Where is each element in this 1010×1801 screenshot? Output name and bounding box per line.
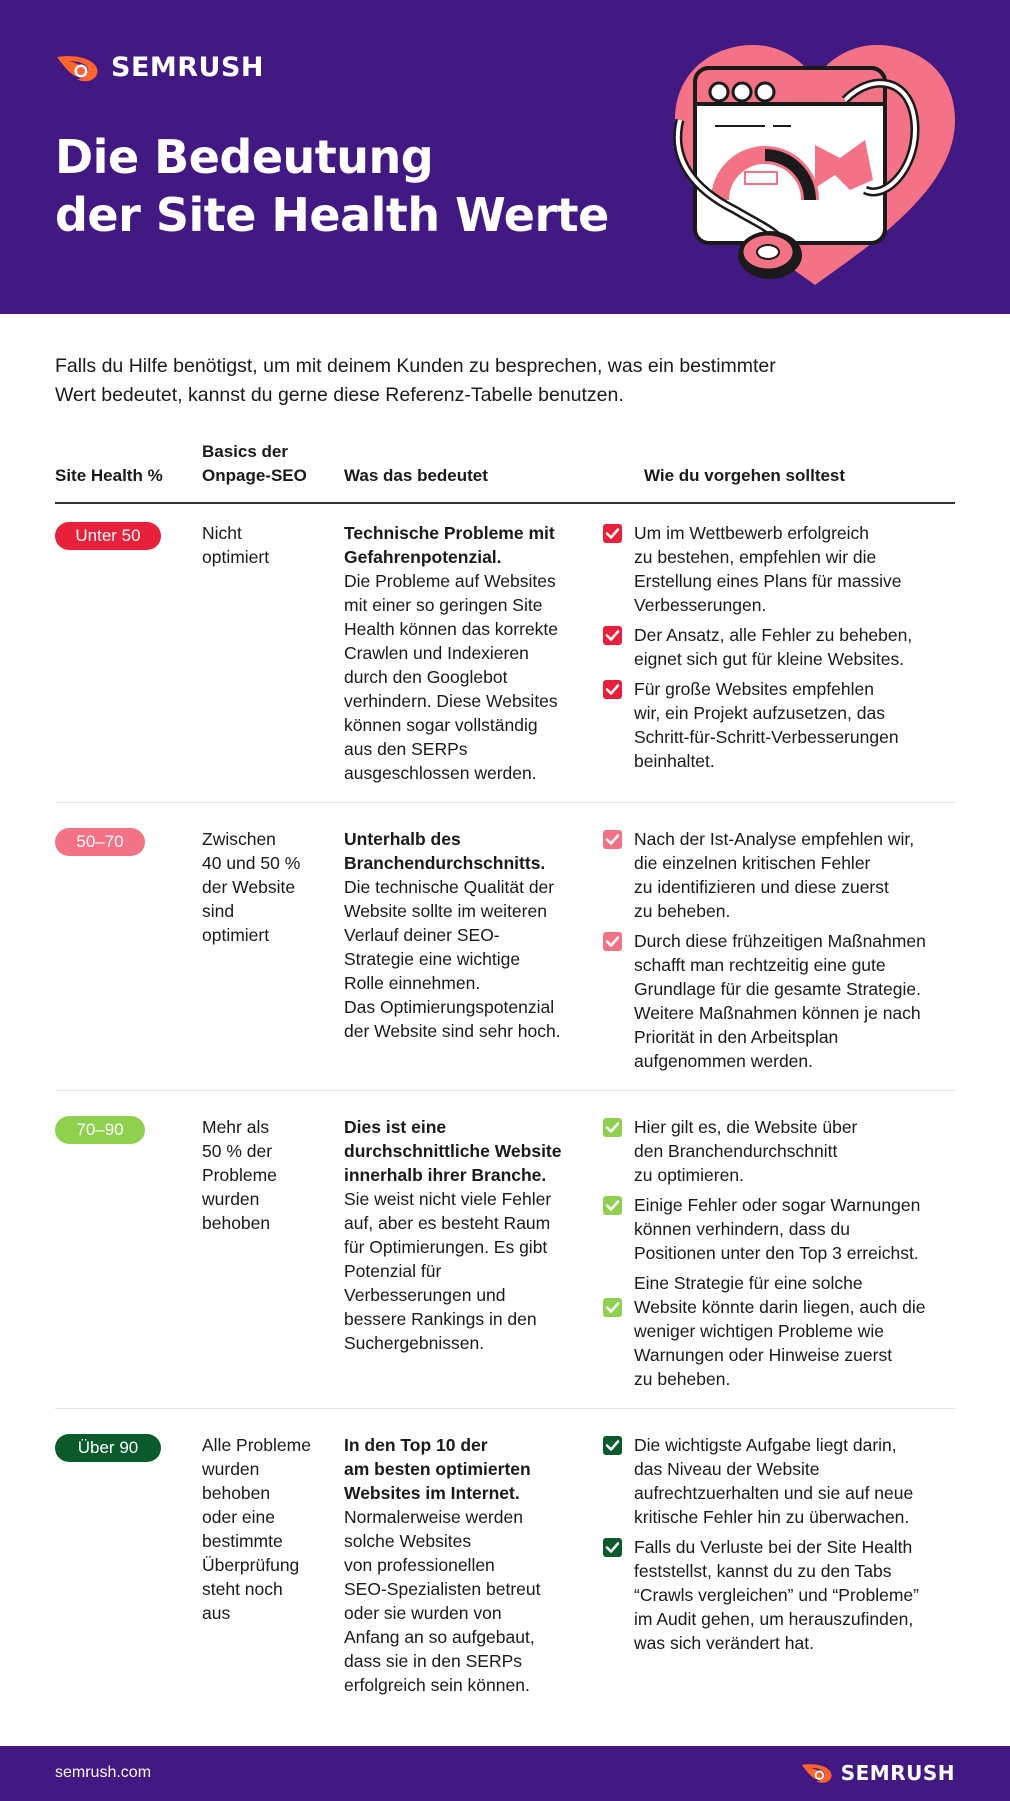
checkbox-icon <box>603 626 622 645</box>
bullet-line: zu identifizieren und diese zuerst <box>634 877 889 897</box>
meaning-line: SEO-Spezialisten betreut <box>344 1579 541 1599</box>
meaning-line: von professionellen <box>344 1555 495 1575</box>
meaning-line: erfolgreich sein können. <box>344 1675 530 1695</box>
meaning-line: auf, aber es besteht Raum <box>344 1213 551 1233</box>
bullet-line: wir, ein Projekt aufzusetzen, das <box>634 703 885 723</box>
basics-line: 50 % der <box>202 1141 273 1161</box>
header-meaning: Was das bedeutet <box>344 466 488 485</box>
basics-line: Mehr als <box>202 1117 270 1137</box>
bullet-text <box>634 1193 920 1265</box>
meaning-line: dass sie in den SERPs <box>344 1651 523 1671</box>
bullet-line: Falls du Verluste bei der Site Health <box>634 1537 913 1557</box>
bullet-line: Um im Wettbewerb erfolgreich <box>634 523 870 543</box>
meaning-line: bessere Rankings in den <box>344 1309 537 1329</box>
footer-brand-name: SEMRUSH <box>840 1761 955 1785</box>
intro-line-1: Falls du Hilfe benötigst, um mit deinem Kunden zu besprechen, was ein bestimmter <box>55 355 776 377</box>
bullet-line: Der Ansatz, alle Fehler zu beheben, <box>634 625 913 645</box>
bullet-text <box>634 521 901 617</box>
bullet-line: Durch diese frühzeitigen Maßnahmen <box>634 931 926 951</box>
bullet-line: zu beheben. <box>634 1369 731 1389</box>
meaning-line: Potenzial für <box>344 1261 442 1281</box>
bullet-line: zu beheben. <box>634 901 731 921</box>
basics-line: sind <box>202 901 235 921</box>
basics-line: wurden <box>202 1189 260 1209</box>
meaning-line: Sie weist nicht viele Fehler <box>344 1189 552 1209</box>
basics-line: steht noch <box>202 1579 283 1599</box>
bullet-line: Einige Fehler oder sogar Warnungen <box>634 1195 921 1215</box>
bullet-line: können verhindern, dass du <box>634 1219 850 1239</box>
bullet-line: weniger wichtigen Probleme wie <box>634 1321 884 1341</box>
bullet-text <box>634 1271 926 1391</box>
header-banner <box>0 0 1010 314</box>
bullet-line: Hier gilt es, die Website über <box>634 1117 858 1137</box>
meaning-line: Die technische Qualität der <box>344 877 555 897</box>
bullet-line: aufrechtzuerhalten und sie auf neue <box>634 1483 914 1503</box>
checkbox-icon <box>603 830 622 849</box>
meaning-line: Normalerweise werden <box>344 1507 523 1527</box>
header-divider <box>55 502 955 504</box>
basics-line: oder eine <box>202 1507 275 1527</box>
meaning-line: durch den Googlebot <box>344 667 508 687</box>
checkbox-icon <box>603 932 622 951</box>
status-badge: Unter 50 <box>55 522 161 550</box>
header-site-health: Site Health % <box>55 466 163 485</box>
meaning-line: Health können das korrekte <box>344 619 559 639</box>
basics-line: aus <box>202 1603 231 1623</box>
row-divider <box>55 1408 955 1409</box>
bullet-line: Nach der Ist-Analyse empfehlen wir, <box>634 829 915 849</box>
basics-cell <box>202 1433 311 1625</box>
bullet-text <box>634 827 914 923</box>
bullet-line: Weitere Maßnahmen können je nach <box>634 1003 921 1023</box>
footer-logo[interactable] <box>800 1761 955 1785</box>
header-basics <box>202 440 307 488</box>
meaning-line: verhindern. Diese Websites <box>344 691 558 711</box>
title-line-1: Die Bedeutung <box>55 130 434 184</box>
meaning-line: Anfang an so aufgebaut, <box>344 1627 535 1647</box>
meaning-line: können sogar vollständig <box>344 715 538 735</box>
meaning-line: mit einer so geringen Site <box>344 595 543 615</box>
footer-link[interactable]: semrush.com <box>55 1764 152 1781</box>
brand-logo[interactable] <box>55 52 264 83</box>
meaning-line: Verlauf deiner SEO- <box>344 925 500 945</box>
meaning-line: Strategie eine wichtige <box>344 949 521 969</box>
bullet-line: Schritt-für-Schritt-Verbesserungen <box>634 727 899 747</box>
intro-line-2: Wert bedeutet, kannst du gerne diese Referenz-Tabelle benutzen. <box>55 384 624 406</box>
bullet-line: Eine Strategie für eine solche <box>634 1273 863 1293</box>
meaning-line: Das Optimierungspotenzial <box>344 997 555 1017</box>
meaning-cell <box>344 827 561 1043</box>
meaning-line: Website sollte im weiteren <box>344 901 547 921</box>
bullet-line: Website könnte darin liegen, auch die <box>634 1297 926 1317</box>
bullet-line: Warnungen oder Hinweise zuerst <box>634 1345 893 1365</box>
meaning-heading-line: Technische Probleme mit <box>344 523 555 543</box>
meaning-heading-line: Branchendurchschnitts. <box>344 853 546 873</box>
bullet-line: Verbesserungen. <box>634 595 767 615</box>
basics-line: Nicht <box>202 523 242 543</box>
meaning-line: Verbesserungen und <box>344 1285 506 1305</box>
basics-line: bestimmte <box>202 1531 283 1551</box>
checkbox-icon <box>603 1196 622 1215</box>
meaning-line: Rolle einnehmen. <box>344 973 481 993</box>
bullet-text <box>634 1433 913 1529</box>
meaning-line: ausgeschlossen werden. <box>344 763 537 783</box>
bullet-line: was sich verändert hat. <box>634 1633 814 1653</box>
bullet-line: “Crawls vergleichen” und “Probleme” <box>634 1585 919 1605</box>
basics-line: optimiert <box>202 925 270 945</box>
meaning-cell <box>344 1433 541 1697</box>
bullet-line: Priorität in den Arbeitsplan <box>634 1027 839 1047</box>
meaning-line: der Website sind sehr hoch. <box>344 1021 561 1041</box>
bullet-line: eignet sich gut für kleine Websites. <box>634 649 905 669</box>
meaning-line: Suchergebnissen. <box>344 1333 485 1353</box>
meaning-heading-line: Unterhalb des <box>344 829 461 849</box>
bullet-line: aufgenommen werden. <box>634 1051 813 1071</box>
bullet-line: Die wichtigste Aufgabe liegt darin, <box>634 1435 897 1455</box>
meaning-heading-line: Dies ist eine <box>344 1117 447 1137</box>
bullet-line: den Branchendurchschnitt <box>634 1141 838 1161</box>
heart-browser-stethoscope-icon <box>665 40 965 290</box>
checkbox-icon <box>603 1118 622 1137</box>
basics-line: Zwischen <box>202 829 276 849</box>
bullet-line: die einzelnen kritischen Fehler <box>634 853 871 873</box>
meaning-heading-line: am besten optimierten <box>344 1459 531 1479</box>
row-divider <box>55 802 955 803</box>
semrush-flame-icon <box>55 53 103 83</box>
bullet-line: kritische Fehler hin zu überwachen. <box>634 1507 910 1527</box>
meaning-heading-line: durchschnittliche Website <box>344 1141 562 1161</box>
bullet-text <box>634 929 926 1073</box>
basics-cell <box>202 521 269 569</box>
checkbox-icon <box>603 1298 622 1317</box>
basics-line: Probleme <box>202 1165 277 1185</box>
meaning-heading-line: innerhalb ihrer Branche. <box>344 1165 547 1185</box>
meaning-line: Die Probleme auf Websites <box>344 571 556 591</box>
bullet-line: im Audit gehen, um herauszufinden, <box>634 1609 914 1629</box>
basics-line: optimiert <box>202 547 270 567</box>
meaning-line: für Optimierungen. Es gibt <box>344 1237 548 1257</box>
basics-line: 40 und 50 % <box>202 853 301 873</box>
meaning-heading-line: Gefahrenpotenzial. <box>344 547 502 567</box>
status-badge: Über 90 <box>55 1434 161 1462</box>
footer-bar <box>0 1746 1010 1801</box>
bullet-line: schafft man rechtzeitig eine gute <box>634 955 886 975</box>
meaning-heading-line: In den Top 10 der <box>344 1435 488 1455</box>
bullet-line: Erstellung eines Plans für massive <box>634 571 902 591</box>
basics-line: behoben <box>202 1483 271 1503</box>
bullet-line: Positionen unter den Top 3 erreichst. <box>634 1243 919 1263</box>
basics-line: Alle Probleme <box>202 1435 311 1455</box>
status-badge: 70–90 <box>55 1116 145 1144</box>
bullet-line: zu bestehen, empfehlen wir die <box>634 547 877 567</box>
meaning-heading-line: Websites im Internet. <box>344 1483 520 1503</box>
bullet-line: beinhaltet. <box>634 751 715 771</box>
basics-line: Überprüfung <box>202 1555 300 1575</box>
basics-line: der Website <box>202 877 296 897</box>
bullet-text <box>634 677 899 773</box>
page-title <box>55 128 609 244</box>
meaning-line: Crawlen und Indexieren <box>344 643 529 663</box>
bullet-text <box>634 623 912 671</box>
meaning-line: solche Websites <box>344 1531 472 1551</box>
meaning-cell <box>344 521 558 785</box>
meaning-line: oder sie wurden von <box>344 1603 502 1623</box>
status-badge: 50–70 <box>55 828 145 856</box>
semrush-flame-icon <box>800 1762 836 1784</box>
bullet-line: das Niveau der Website <box>634 1459 820 1479</box>
bullet-line: zu optimieren. <box>634 1165 744 1185</box>
header-basics-line-2: Onpage-SEO <box>202 466 307 485</box>
brand-name: SEMRUSH <box>111 52 265 83</box>
bullet-text <box>634 1115 857 1187</box>
basics-cell <box>202 1115 277 1235</box>
basics-line: behoben <box>202 1213 271 1233</box>
checkbox-icon <box>603 524 622 543</box>
intro-text <box>55 352 915 410</box>
meaning-line: aus den SERPs <box>344 739 468 759</box>
bullet-line: Grundlage für die gesamte Strategie. <box>634 979 921 999</box>
basics-cell <box>202 827 300 947</box>
checkbox-icon <box>603 1538 622 1557</box>
row-divider <box>55 1090 955 1091</box>
bullet-line: Für große Websites empfehlen <box>634 679 874 699</box>
checkbox-icon <box>603 680 622 699</box>
title-line-2: der Site Health Werte <box>55 188 609 242</box>
header-basics-line-1: Basics der <box>202 442 288 461</box>
header-action: Wie du vorgehen solltest <box>644 466 846 485</box>
bullet-line: feststellst, kannst du zu den Tabs <box>634 1561 892 1581</box>
checkbox-icon <box>603 1436 622 1455</box>
meaning-cell <box>344 1115 562 1355</box>
bullet-text <box>634 1535 919 1655</box>
basics-line: wurden <box>202 1459 260 1479</box>
